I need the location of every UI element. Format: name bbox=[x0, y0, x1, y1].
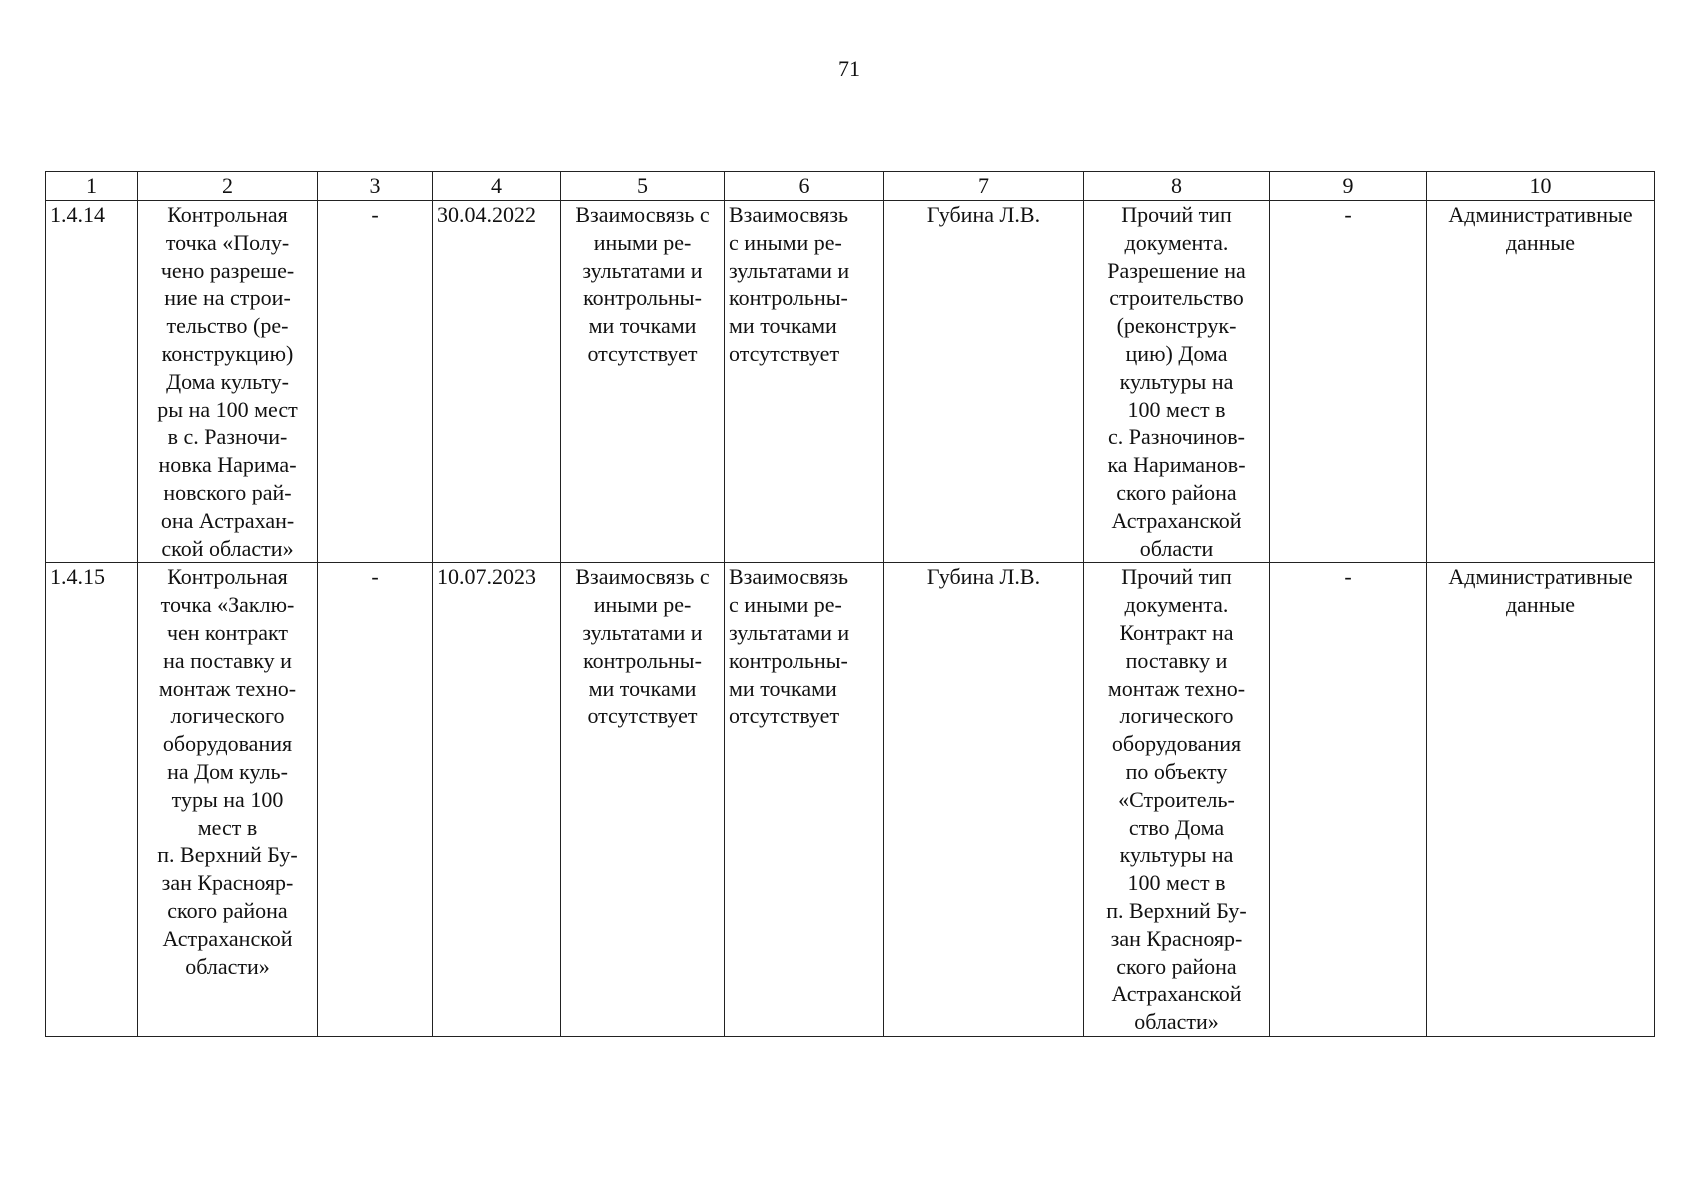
cell-text-line: контрольны- bbox=[583, 285, 702, 311]
header-cell-6: 6 bbox=[725, 172, 884, 201]
cell-text-line: контрольны- bbox=[729, 285, 848, 311]
header-cell-8: 8 bbox=[1084, 172, 1270, 201]
cell-text-line: Разрешение на bbox=[1107, 257, 1246, 283]
cell-text-line: Контрольная bbox=[167, 202, 288, 227]
cell-control-point-name bbox=[138, 563, 318, 1037]
cell-text-line: иными ре- bbox=[593, 592, 692, 618]
cell-text-line: Астраханской bbox=[1111, 507, 1242, 533]
cell-text-line: данные bbox=[1505, 229, 1576, 255]
cell-text-line: документа. bbox=[1124, 229, 1229, 255]
table-row bbox=[46, 563, 1655, 1037]
cell-text-line: - bbox=[371, 564, 379, 590]
cell-text-line: зан Краснояр- bbox=[161, 870, 294, 896]
cell-text-line: 1.4.15 bbox=[50, 564, 105, 590]
document-table bbox=[45, 171, 1655, 1037]
cell-text-line: Астраханской bbox=[162, 925, 293, 951]
cell-text-line: цию) Дома bbox=[1125, 340, 1228, 366]
cell-text-line: с иными ре- bbox=[729, 229, 842, 255]
page-number: 71 bbox=[838, 56, 860, 81]
cell-text-line: Дома культу- bbox=[166, 368, 289, 394]
cell-text-line: зультатами и bbox=[729, 257, 850, 283]
cell-text-line: на поставку и bbox=[163, 647, 292, 673]
cell-text-line: «Строитель- bbox=[1118, 786, 1235, 812]
cell-number bbox=[46, 201, 138, 563]
cell-text-line: оборудования bbox=[1111, 731, 1242, 757]
cell-text-line: Контракт на bbox=[1119, 619, 1234, 645]
cell-text-line: зультатами и bbox=[729, 619, 850, 645]
cell-text-line: ние на строи- bbox=[164, 285, 291, 311]
cell-text-line: чено разреше- bbox=[160, 257, 295, 283]
cell-number bbox=[46, 563, 138, 1037]
cell-date bbox=[433, 201, 561, 563]
cell-text-line: новка Нарима- bbox=[158, 452, 297, 478]
header-cell-4: 4 bbox=[433, 172, 561, 201]
cell-text-line: оборудования bbox=[162, 731, 293, 757]
cell-text-line: логического bbox=[170, 703, 285, 729]
header-cell-7: 7 bbox=[884, 172, 1084, 201]
cell-relation-points bbox=[725, 563, 884, 1037]
cell-text-line: отсутствует bbox=[729, 703, 840, 729]
cell-text-line: отсутствует bbox=[587, 340, 698, 366]
cell-text-line: отсутствует bbox=[587, 703, 698, 729]
cell-text-line: Взаимосвязь bbox=[729, 202, 849, 227]
cell-text-line: Взаимосвязь с bbox=[575, 202, 710, 227]
cell-text-line: ми точками bbox=[588, 675, 697, 701]
cell-text-line: ми точками bbox=[729, 313, 837, 339]
cell-text-line: Административные bbox=[1448, 202, 1633, 227]
cell-text-line: туры на 100 bbox=[171, 786, 284, 812]
cell-text-line: зан Краснояр- bbox=[1110, 925, 1243, 951]
header-row bbox=[46, 172, 1655, 201]
cell-text-line: 100 мест в bbox=[1127, 870, 1226, 896]
cell-text-line: (реконструк- bbox=[1116, 313, 1237, 339]
cell-text-line: поставку и bbox=[1125, 647, 1228, 673]
cell-relation-results bbox=[561, 563, 725, 1037]
cell-text-line: ми точками bbox=[729, 675, 837, 701]
cell-data-source bbox=[1427, 563, 1655, 1037]
cell-text-line: 1.4.14 bbox=[50, 202, 105, 227]
header-cell-3: 3 bbox=[318, 172, 433, 201]
cell-text-line: логического bbox=[1119, 703, 1234, 729]
cell-text-line: Взаимосвязь с bbox=[575, 564, 710, 590]
cell-text-line: - bbox=[1344, 564, 1352, 590]
cell-text-line: культуры на bbox=[1119, 842, 1234, 868]
cell-relation-results bbox=[561, 201, 725, 563]
cell-col9 bbox=[1270, 201, 1427, 563]
cell-text-line: ми точками bbox=[588, 313, 697, 339]
cell-text-line: области» bbox=[185, 953, 270, 979]
cell-text-line: ры на 100 мест bbox=[157, 396, 298, 422]
cell-text-line: точка «Полу- bbox=[165, 229, 290, 255]
cell-text-line: Астраханской bbox=[1111, 981, 1242, 1007]
cell-text-line: культуры на bbox=[1119, 368, 1234, 394]
cell-text-line: чен контракт bbox=[166, 619, 289, 645]
cell-text-line: области bbox=[1139, 535, 1214, 561]
cell-date bbox=[433, 563, 561, 1037]
cell-text-line: ского района bbox=[167, 897, 288, 923]
cell-text-line: - bbox=[1344, 202, 1352, 227]
table-row bbox=[46, 201, 1655, 563]
cell-text-line: ство Дома bbox=[1128, 814, 1225, 840]
cell-text-line: ка Нариманов- bbox=[1107, 452, 1246, 478]
cell-text-line: контрольны- bbox=[583, 647, 702, 673]
cell-text-line: 30.04.2022 bbox=[437, 202, 536, 227]
cell-text-line: Контрольная bbox=[167, 564, 288, 590]
cell-responsible bbox=[884, 201, 1084, 563]
cell-text-line: Губина Л.В. bbox=[926, 564, 1041, 590]
cell-text-line: зультатами и bbox=[582, 257, 703, 283]
cell-control-point-name bbox=[138, 201, 318, 563]
cell-text-line: с иными ре- bbox=[729, 592, 842, 618]
cell-text-line: Прочий тип bbox=[1121, 564, 1232, 590]
cell-relation-points bbox=[725, 201, 884, 563]
cell-text-line: тельство (ре- bbox=[166, 313, 289, 339]
header-cell-2: 2 bbox=[138, 172, 318, 201]
cell-text-line: в с. Разночи- bbox=[167, 424, 288, 450]
header-cell-9: 9 bbox=[1270, 172, 1427, 201]
cell-text-line: Прочий тип bbox=[1121, 202, 1232, 227]
cell-text-line: ского района bbox=[1116, 479, 1237, 505]
cell-text-line: строительство bbox=[1109, 285, 1244, 311]
cell-document-type bbox=[1084, 563, 1270, 1037]
cell-text-line: 100 мест в bbox=[1127, 396, 1226, 422]
cell-text-line: 10.07.2023 bbox=[437, 564, 536, 590]
cell-text-line: мест в bbox=[197, 814, 258, 840]
cell-text-line: конструкцию) bbox=[161, 340, 294, 366]
cell-text-line: области» bbox=[1134, 1009, 1219, 1035]
cell-text-line: Губина Л.В. bbox=[926, 202, 1041, 227]
cell-text-line: точка «Заклю- bbox=[160, 592, 295, 618]
cell-text-line: отсутствует bbox=[729, 340, 840, 366]
cell-text-line: - bbox=[371, 202, 379, 227]
cell-text-line: Взаимосвязь bbox=[729, 564, 849, 590]
cell-text-line: ской области» bbox=[161, 535, 294, 561]
cell-text-line: ского района bbox=[1116, 953, 1237, 979]
cell-document-type bbox=[1084, 201, 1270, 563]
cell-responsible bbox=[884, 563, 1084, 1037]
cell-text-line: зультатами и bbox=[582, 619, 703, 645]
cell-text-line: она Астрахан- bbox=[160, 507, 295, 533]
cell-text-line: п. Верхний Бу- bbox=[1106, 897, 1247, 923]
cell-col9 bbox=[1270, 563, 1427, 1037]
cell-text-line: монтаж техно- bbox=[1107, 675, 1246, 701]
cell-text-line: по объекту bbox=[1125, 758, 1228, 784]
header-cell-1: 1 bbox=[46, 172, 138, 201]
cell-text-line: данные bbox=[1505, 592, 1576, 618]
header-cell-10: 10 bbox=[1427, 172, 1655, 201]
cell-text-line: монтаж техно- bbox=[158, 675, 297, 701]
cell-text-line: п. Верхний Бу- bbox=[157, 842, 298, 868]
cell-text-line: иными ре- bbox=[593, 229, 692, 255]
header-cell-5: 5 bbox=[561, 172, 725, 201]
cell-col3 bbox=[318, 201, 433, 563]
cell-col3 bbox=[318, 563, 433, 1037]
cell-data-source bbox=[1427, 201, 1655, 563]
cell-text-line: на Дом куль- bbox=[167, 758, 288, 784]
cell-text-line: Административные bbox=[1448, 564, 1633, 590]
cell-text-line: документа. bbox=[1124, 592, 1229, 618]
cell-text-line: новского рай- bbox=[163, 479, 292, 505]
cell-text-line: контрольны- bbox=[729, 647, 848, 673]
cell-text-line: с. Разночинов- bbox=[1108, 424, 1245, 450]
